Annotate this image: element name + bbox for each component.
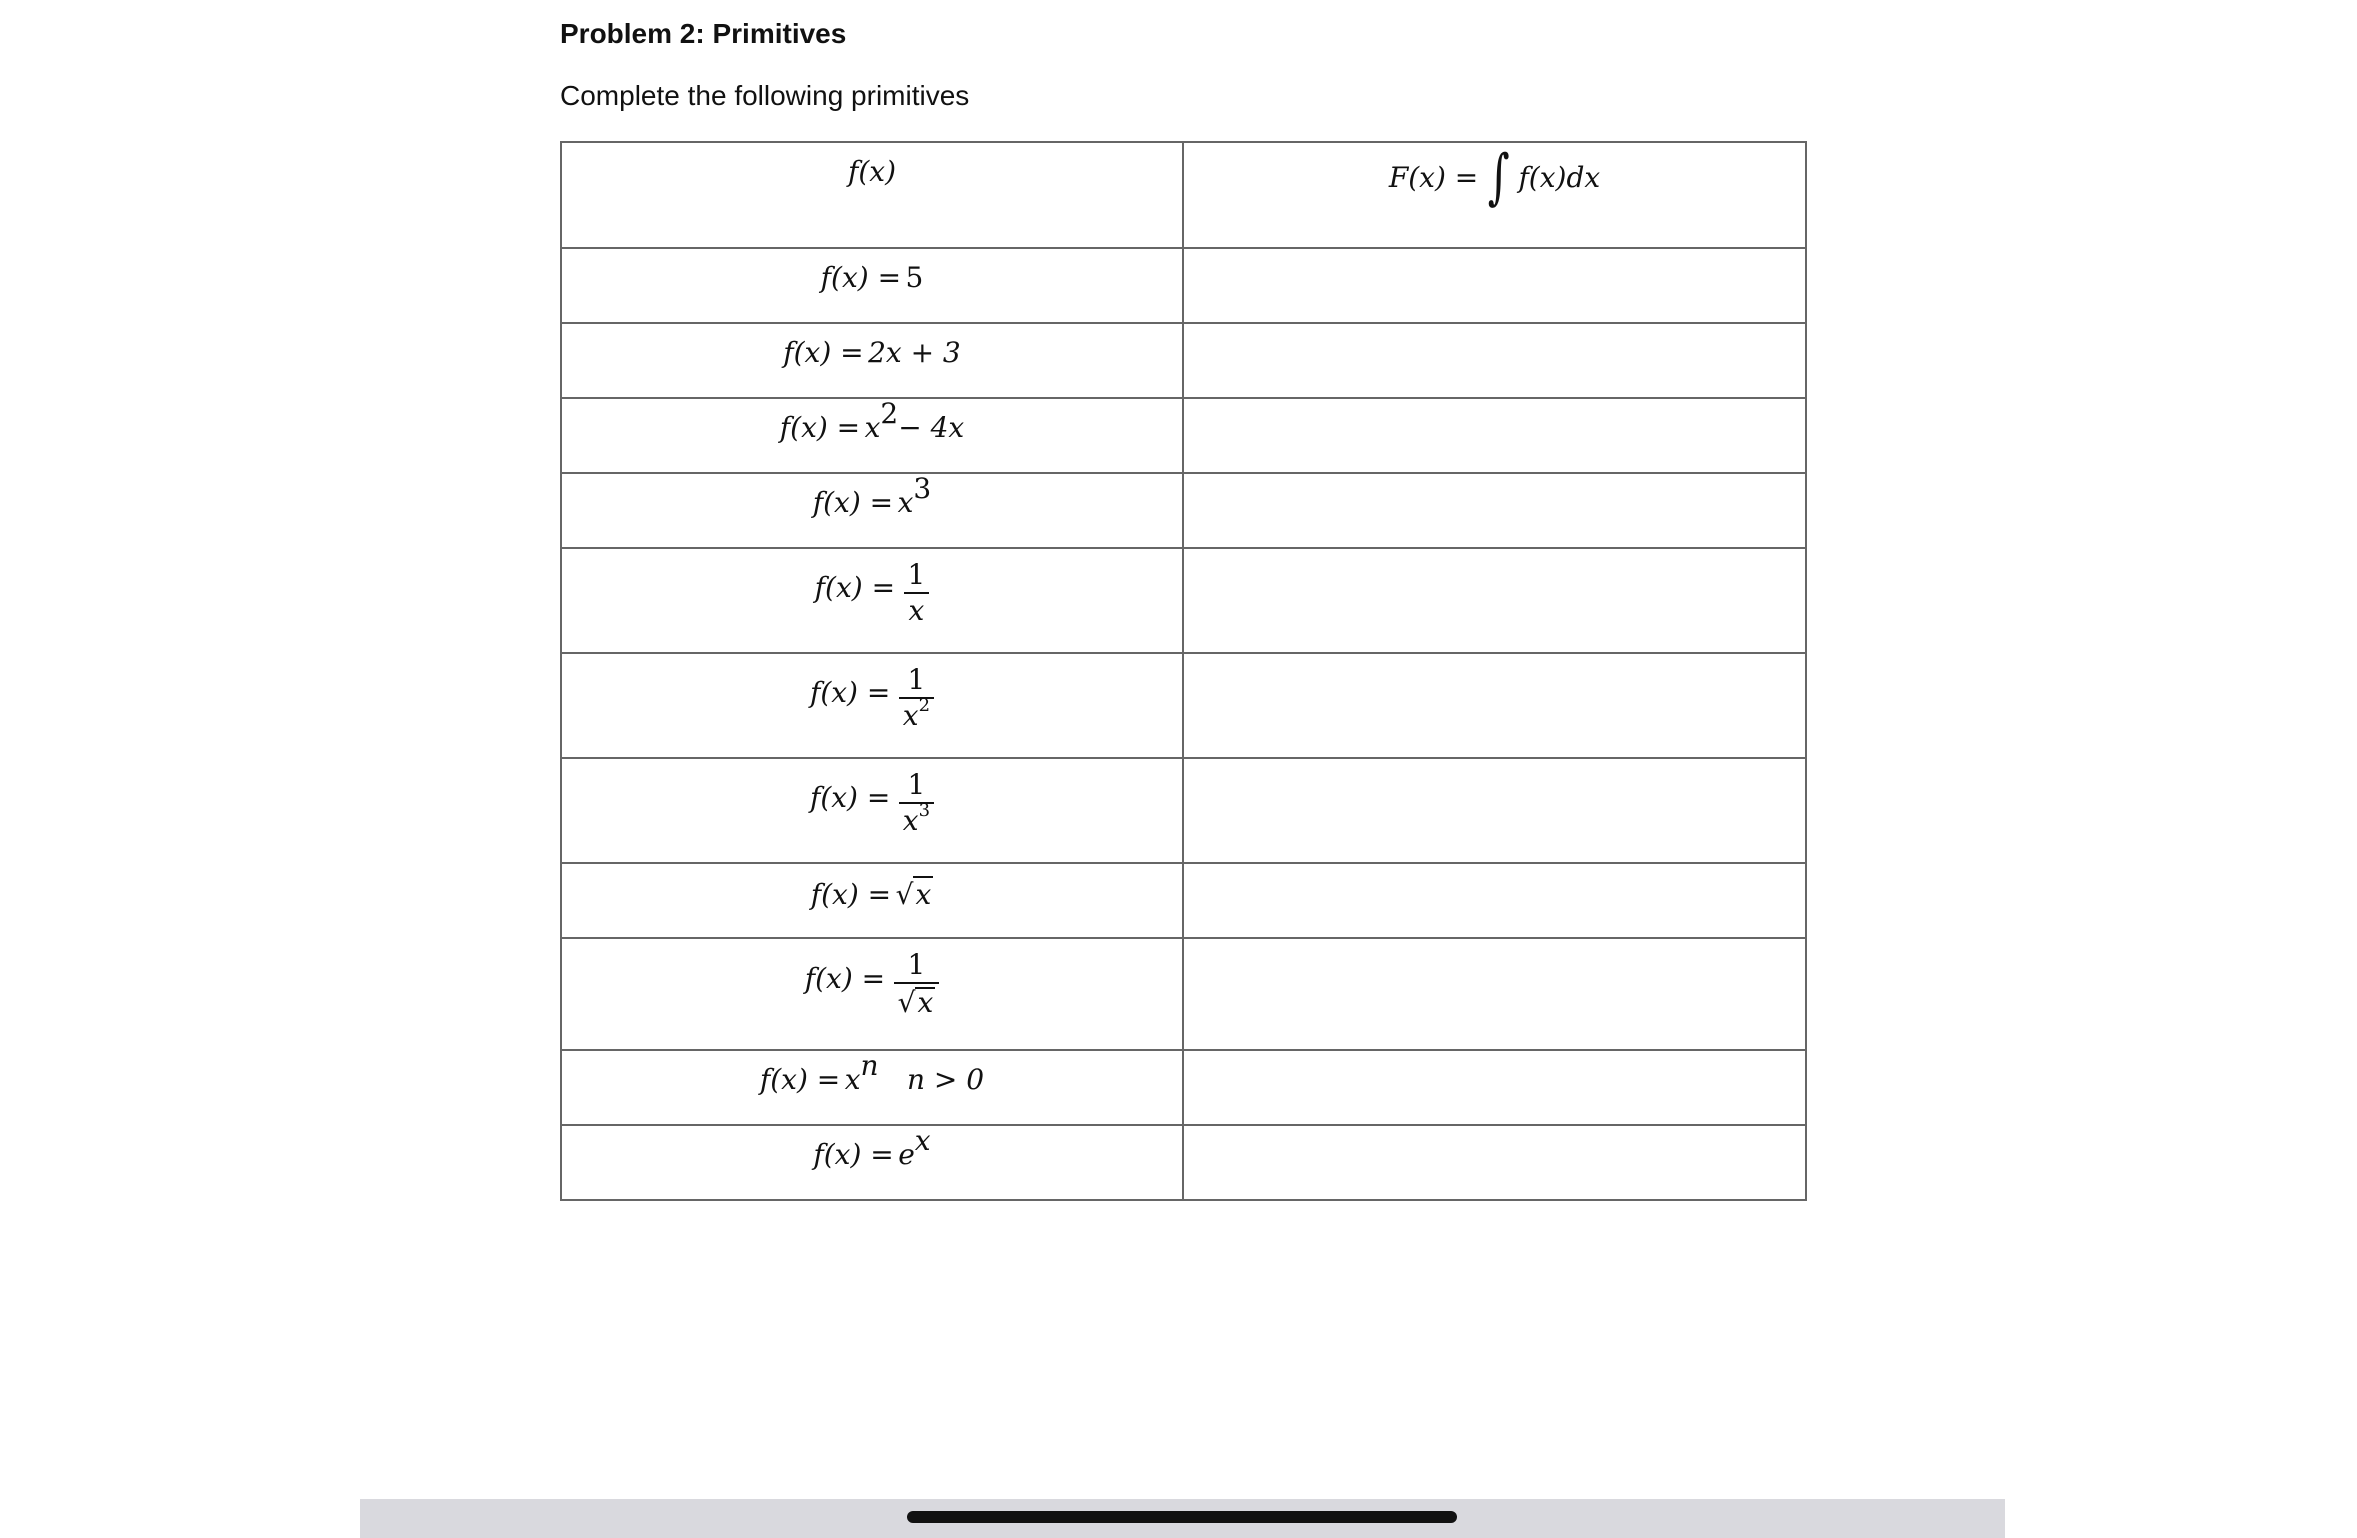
- function-lhs: f(x) =: [783, 336, 864, 369]
- function-cell: $f(x) = x^3$: [561, 473, 1183, 548]
- answer-cell[interactable]: [1183, 863, 1806, 938]
- answer-cell[interactable]: [1183, 473, 1806, 548]
- denominator-exponent: 3: [918, 800, 931, 821]
- function-rhs-base: x: [864, 411, 881, 444]
- answer-cell[interactable]: [1183, 1050, 1806, 1125]
- function-rhs-tail: − 4x: [898, 411, 965, 444]
- table-row: [561, 1125, 1806, 1200]
- function-lhs: f(x) =: [814, 571, 896, 605]
- header-function-label: f(x): [847, 155, 896, 188]
- function-lhs: f(x) =: [809, 781, 891, 815]
- function-cell: [561, 248, 1183, 323]
- function-rhs-base: x: [897, 486, 914, 519]
- function-lhs: f(x) =: [812, 486, 894, 519]
- function-cell: $f(x) = x^n$ n > 0: [561, 1050, 1183, 1125]
- function-lhs: f(x) =: [779, 411, 861, 444]
- instruction-text: Complete the following primitives: [560, 80, 970, 111]
- square-root: [896, 876, 934, 911]
- function-lhs: f(x) =: [809, 676, 891, 710]
- denominator-base: x: [902, 804, 919, 837]
- function-cell: [561, 863, 1183, 938]
- table-row: [561, 1050, 1806, 1125]
- table-header-row: [561, 142, 1806, 248]
- radical-sign-icon: √: [897, 986, 916, 1019]
- header-primitive-lhs: F(x) =: [1388, 161, 1479, 194]
- function-rhs: 5: [905, 261, 924, 294]
- function-lhs: f(x) =: [820, 261, 902, 294]
- answer-cell[interactable]: [1183, 758, 1806, 863]
- fraction-denominator: [894, 984, 940, 1017]
- answer-cell[interactable]: [1183, 938, 1806, 1050]
- table-row: [561, 938, 1806, 1050]
- fraction: [899, 768, 934, 837]
- table-row: [561, 653, 1806, 758]
- header-primitive-cell: [1183, 142, 1806, 248]
- fraction-denominator: [899, 695, 934, 732]
- answer-cell[interactable]: [1183, 248, 1806, 323]
- function-cell: [561, 548, 1183, 653]
- primitives-table: [560, 141, 1807, 1201]
- header-primitive-integrand: f(x)dx: [1518, 161, 1601, 194]
- function-cell: $f(x) = x^2- 4x$: [561, 398, 1183, 473]
- home-indicator[interactable]: [907, 1511, 1457, 1523]
- function-lhs: f(x) =: [810, 878, 892, 911]
- function-condition: n > 0: [907, 1063, 985, 1096]
- function-cell: [561, 323, 1183, 398]
- fraction: [894, 948, 940, 1019]
- radicand: x: [915, 878, 932, 911]
- integral-sign-icon: ∫: [1487, 142, 1510, 212]
- radicand: x: [917, 986, 934, 1019]
- function-rhs-base: x: [844, 1063, 861, 1096]
- table-row: [561, 248, 1806, 323]
- fraction-denominator: [899, 800, 934, 837]
- header-function-cell: [561, 142, 1183, 248]
- function-lhs: f(x) =: [804, 962, 886, 996]
- problem-title: Problem 2: Primitives: [560, 18, 847, 49]
- fraction-numerator: 1: [904, 561, 930, 594]
- table-row: [561, 863, 1806, 938]
- table-row: [561, 548, 1806, 653]
- answer-cell[interactable]: [1183, 398, 1806, 473]
- radical-sign-icon: √: [895, 878, 914, 911]
- table-row: [561, 473, 1806, 548]
- fraction-numerator: 1: [899, 771, 934, 804]
- function-cell: $f(x) = e^x$: [561, 1125, 1183, 1200]
- answer-cell[interactable]: [1183, 548, 1806, 653]
- table-row: [561, 758, 1806, 863]
- function-cell: [561, 938, 1183, 1050]
- function-cell: [561, 758, 1183, 863]
- fraction-denominator: x: [908, 594, 925, 627]
- fraction: [899, 663, 934, 732]
- denominator-exponent: 2: [918, 695, 931, 716]
- denominator-base: x: [902, 699, 919, 732]
- answer-cell[interactable]: [1183, 1125, 1806, 1200]
- answer-cell[interactable]: [1183, 653, 1806, 758]
- fraction-numerator: 1: [894, 951, 940, 984]
- function-rhs: 2x + 3: [868, 336, 961, 369]
- table-row: [561, 323, 1806, 398]
- function-lhs: f(x) =: [813, 1138, 894, 1171]
- fraction: [904, 558, 930, 627]
- function-lhs: f(x) =: [759, 1063, 841, 1096]
- table-row: [561, 398, 1806, 473]
- fraction-numerator: 1: [899, 666, 934, 699]
- function-cell: [561, 653, 1183, 758]
- function-rhs-base: e: [898, 1138, 915, 1171]
- answer-cell[interactable]: [1183, 323, 1806, 398]
